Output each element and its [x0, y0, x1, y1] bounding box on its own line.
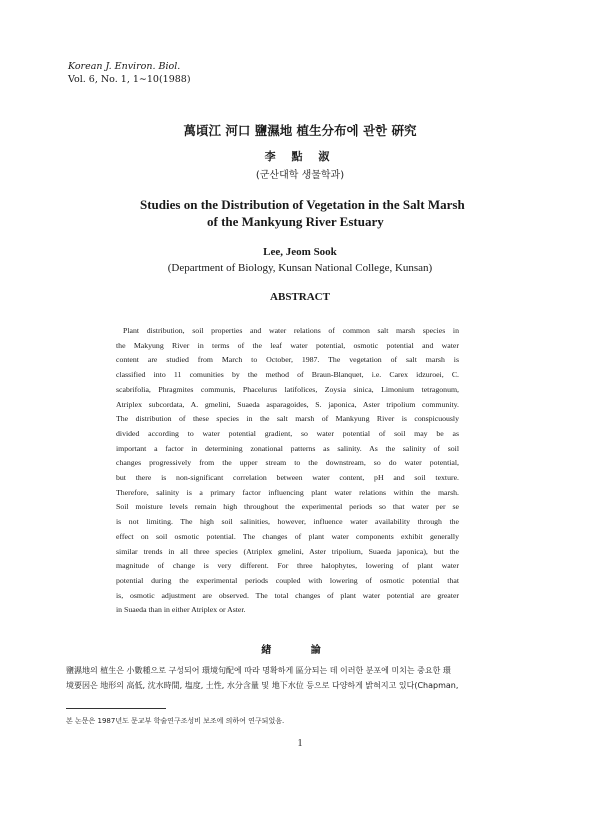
- abstract-line: magnitude of change is very different. For three halophytes, lowering of plant water: [116, 561, 459, 571]
- abstract-line: The distribution of these species in the salt marsh of Mankyung River is conspicuously: [116, 414, 459, 424]
- abstract-line: potential during the experimental periods coupled with lowering of osmotic potential that: [116, 575, 459, 585]
- abstract-line: Plant distribution, soil properties and water relations of common salt marsh species in: [123, 326, 459, 335]
- abstract-line: scabrifolia, Phragmites communis, Phacelurus latifolices, Zoysia sinica, Limonium tetragonum,: [116, 384, 459, 394]
- korean-title: 萬頃江 河口 鹽濕地 植生分布에 관한 硏究: [183, 123, 417, 138]
- footnote-divider: [66, 708, 166, 709]
- korean-affiliation: (군산대학 생물학과): [255, 170, 345, 181]
- abstract-line: divided according to water potential gradient, so water potential of soil may be as: [116, 428, 459, 438]
- journal-name: Korean J. Environ. Biol.: [68, 61, 181, 72]
- abstract-line: in Suaeda than in either Atriplex or Aster.: [116, 605, 246, 615]
- abstract-line: Atriplex subcordata, A. gmelini, Suaeda asparagoides, S. japonica, Aster tripolium community.: [116, 399, 459, 409]
- footnote: 본 논문은 1987년도 문교부 학술연구조성비 보조에 의하여 연구되었음.: [66, 717, 285, 725]
- abstract-line: important a factor in determining zonational patterns as salinity. As the salinity of soil: [116, 443, 459, 453]
- abstract-line: content are studied from March to October, 1987. The vegetation of salt marsh is: [116, 355, 459, 365]
- abstract-line: but there is non-significant correlation between water content, pH and soil texture.: [116, 473, 459, 483]
- abstract-line: changes progressively from the upper stream to the downstream, so do water potential,: [116, 458, 459, 468]
- intro-line: 鹽濕地의 植生은 小數種으로 구성되어 環境句配에 따라 명확하게 區分되는 데 이러한 분포에 미치는 중요한 環: [66, 666, 451, 675]
- introduction-text: [66, 663, 536, 693]
- abstract-line: effect on soil osmotic potential. The changes of plant water components exhibit generally: [116, 531, 459, 541]
- korean-author: 李 點 淑: [264, 150, 336, 163]
- abstract-heading: ABSTRACT: [270, 291, 330, 303]
- abstract-line: Soil moisture levels remain high throughout the experimental periods so that water per se: [116, 502, 459, 512]
- english-affiliation: (Department of Biology, Kunsan National College, Kunsan): [167, 262, 433, 274]
- abstract-line: Therefore, salinity is a primary factor influencing plant water relations within the marsh.: [116, 487, 459, 497]
- page-number: 1: [297, 738, 303, 749]
- section-heading: 緖 論: [261, 645, 339, 656]
- english-title: [140, 196, 500, 230]
- english-title-line2: of the Mankyung River Estuary: [207, 214, 384, 229]
- abstract-line: the Makyung River in terms of the leaf water potential, osmotic potential and water: [116, 340, 459, 350]
- abstract-line: is not limiting. The high soil salinities, however, influence water availability through the: [116, 517, 459, 527]
- english-author: Lee, Jeom Sook: [263, 246, 337, 258]
- abstract-line: classified into 11 comunities by the method of Braun-Blanquet, i.e. Carex idzuroei, C.: [116, 370, 459, 380]
- intro-line: 境要因은 地形의 高低, 沈水時間, 塩度, 土性, 水分含量 및 地下水位 등으로 다양하게 밝혀지고 있다(Chapman,: [66, 681, 459, 690]
- abstract-body: [116, 324, 459, 618]
- abstract-line: is, osmotic adjustment are observed. The total changes of plant water potential are greater: [116, 590, 459, 600]
- english-title-line1: Studies on the Distribution of Vegetation in the Salt Marsh: [140, 197, 465, 212]
- journal-volume: Vol. 6, No. 1, 1∼10(1988): [68, 74, 191, 85]
- abstract-line: similar trends in all three species (Atriplex gmelini, Aster tripolium, Suaeda japonica), but the: [116, 546, 459, 556]
- journal-citation: [68, 60, 191, 86]
